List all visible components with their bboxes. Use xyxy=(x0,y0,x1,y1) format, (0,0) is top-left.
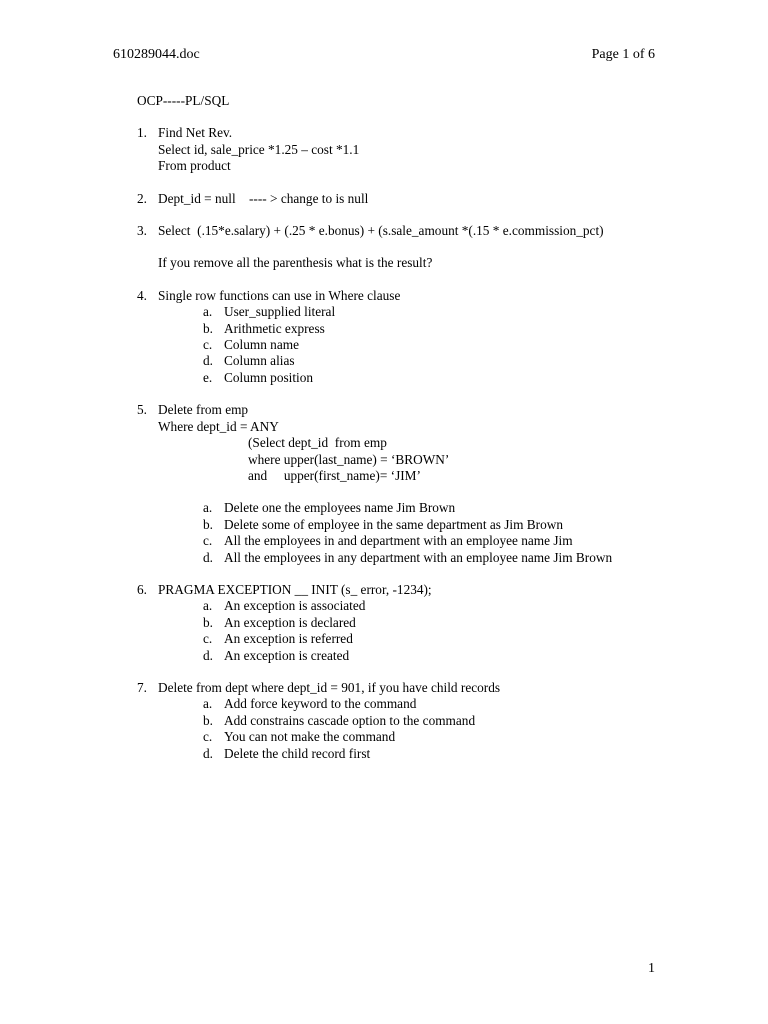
option-text: Column name xyxy=(224,337,299,353)
option-item xyxy=(203,713,657,729)
option-letter: b. xyxy=(203,614,213,630)
option-item xyxy=(203,337,657,353)
document-filename: 610289044.doc xyxy=(113,47,200,62)
question-text: Delete from dept where dept_id = 901, if you have child records xyxy=(158,679,501,695)
question-text: Select (.15*e.salary) + (.25 * e.bonus) + (s.sale_amount *(.15 * e.commission_pct) xyxy=(158,223,604,239)
option-list xyxy=(158,598,657,664)
option-item xyxy=(203,353,657,369)
question-1 xyxy=(137,125,657,174)
option-list xyxy=(158,500,657,566)
option-list xyxy=(158,696,657,762)
option-letter: b. xyxy=(203,712,213,728)
option-item xyxy=(203,304,657,320)
option-item xyxy=(203,729,657,745)
option-text: An exception is referred xyxy=(224,631,353,647)
option-text: Arithmetic express xyxy=(224,320,325,336)
subquery-line: and upper(first_name)= ‘JIM’ xyxy=(248,467,421,483)
option-text: Add constrains cascade option to the command xyxy=(224,712,476,728)
option-text: Column position xyxy=(224,369,314,385)
option-letter: d. xyxy=(203,647,213,663)
option-text: Delete one the employees name Jim Brown xyxy=(224,500,456,516)
question-text: Where dept_id = ANY xyxy=(158,418,279,434)
question-2 xyxy=(137,191,657,207)
question-text: PRAGMA EXCEPTION __ INIT (s_ error, -1234); xyxy=(158,581,432,597)
option-text: All the employees in and department with an employee name Jim xyxy=(224,533,573,549)
option-letter: d. xyxy=(203,353,213,369)
option-item xyxy=(203,500,657,516)
option-text: Delete some of employee in the same department as Jim Brown xyxy=(224,516,563,532)
option-text: An exception is created xyxy=(224,647,350,663)
page-indicator: Page 1 of 6 xyxy=(591,47,655,62)
option-item xyxy=(203,648,657,664)
option-item xyxy=(203,550,657,566)
option-item xyxy=(203,598,657,614)
code-line: From product xyxy=(158,158,231,174)
option-item xyxy=(203,533,657,549)
document-body xyxy=(137,93,657,778)
option-text: User_supplied literal xyxy=(224,304,336,320)
option-letter: a. xyxy=(203,304,213,320)
option-item xyxy=(203,696,657,712)
option-letter: e. xyxy=(203,369,213,385)
subquery-line: (Select dept_id from emp xyxy=(248,435,387,451)
option-letter: c. xyxy=(203,729,213,745)
question-followup: If you remove all the parenthesis what is the result? xyxy=(158,255,433,271)
option-letter: b. xyxy=(203,516,213,532)
option-text: Delete the child record first xyxy=(224,745,371,761)
option-text: An exception is declared xyxy=(224,614,356,630)
option-item xyxy=(203,746,657,762)
option-text: All the employees in any department with an employee name Jim Brown xyxy=(224,549,613,565)
option-item xyxy=(203,615,657,631)
option-item xyxy=(203,370,657,386)
question-text: Single row functions can use in Where clause xyxy=(158,287,401,303)
question-number: 3. xyxy=(137,223,147,239)
option-text: Add force keyword to the command xyxy=(224,696,417,712)
page-header xyxy=(113,47,655,65)
option-letter: a. xyxy=(203,696,213,712)
option-item xyxy=(203,321,657,337)
page-number: 1 xyxy=(648,961,655,976)
option-letter: d. xyxy=(203,549,213,565)
option-letter: b. xyxy=(203,320,213,336)
question-number: 6. xyxy=(137,581,147,597)
option-text: An exception is associated xyxy=(224,598,366,614)
option-list xyxy=(158,304,657,386)
question-number: 1. xyxy=(137,125,147,141)
question-7 xyxy=(137,680,657,762)
option-letter: a. xyxy=(203,500,213,516)
question-3 xyxy=(137,223,657,272)
option-letter: a. xyxy=(203,598,213,614)
question-text: Dept_id = null ---- > change to is null xyxy=(158,190,369,206)
option-letter: c. xyxy=(203,533,213,549)
question-6 xyxy=(137,582,657,664)
question-text: Find Net Rev. xyxy=(158,125,233,141)
question-number: 2. xyxy=(137,190,147,206)
question-number: 7. xyxy=(137,679,147,695)
document-title: OCP-----PL/SQL xyxy=(137,93,230,108)
option-letter: c. xyxy=(203,337,213,353)
option-letter: c. xyxy=(203,631,213,647)
option-letter: d. xyxy=(203,745,213,761)
subquery-line: where upper(last_name) = ‘BROWN’ xyxy=(248,451,450,467)
question-number: 4. xyxy=(137,287,147,303)
option-text: You can not make the command xyxy=(224,729,396,745)
option-item xyxy=(203,517,657,533)
question-number: 5. xyxy=(137,402,147,418)
option-item xyxy=(203,631,657,647)
question-5 xyxy=(137,402,657,566)
question-text: Delete from emp xyxy=(158,402,249,418)
question-4 xyxy=(137,288,657,386)
option-text: Column alias xyxy=(224,353,295,369)
code-line: Select id, sale_price *1.25 – cost *1.1 xyxy=(158,141,360,157)
